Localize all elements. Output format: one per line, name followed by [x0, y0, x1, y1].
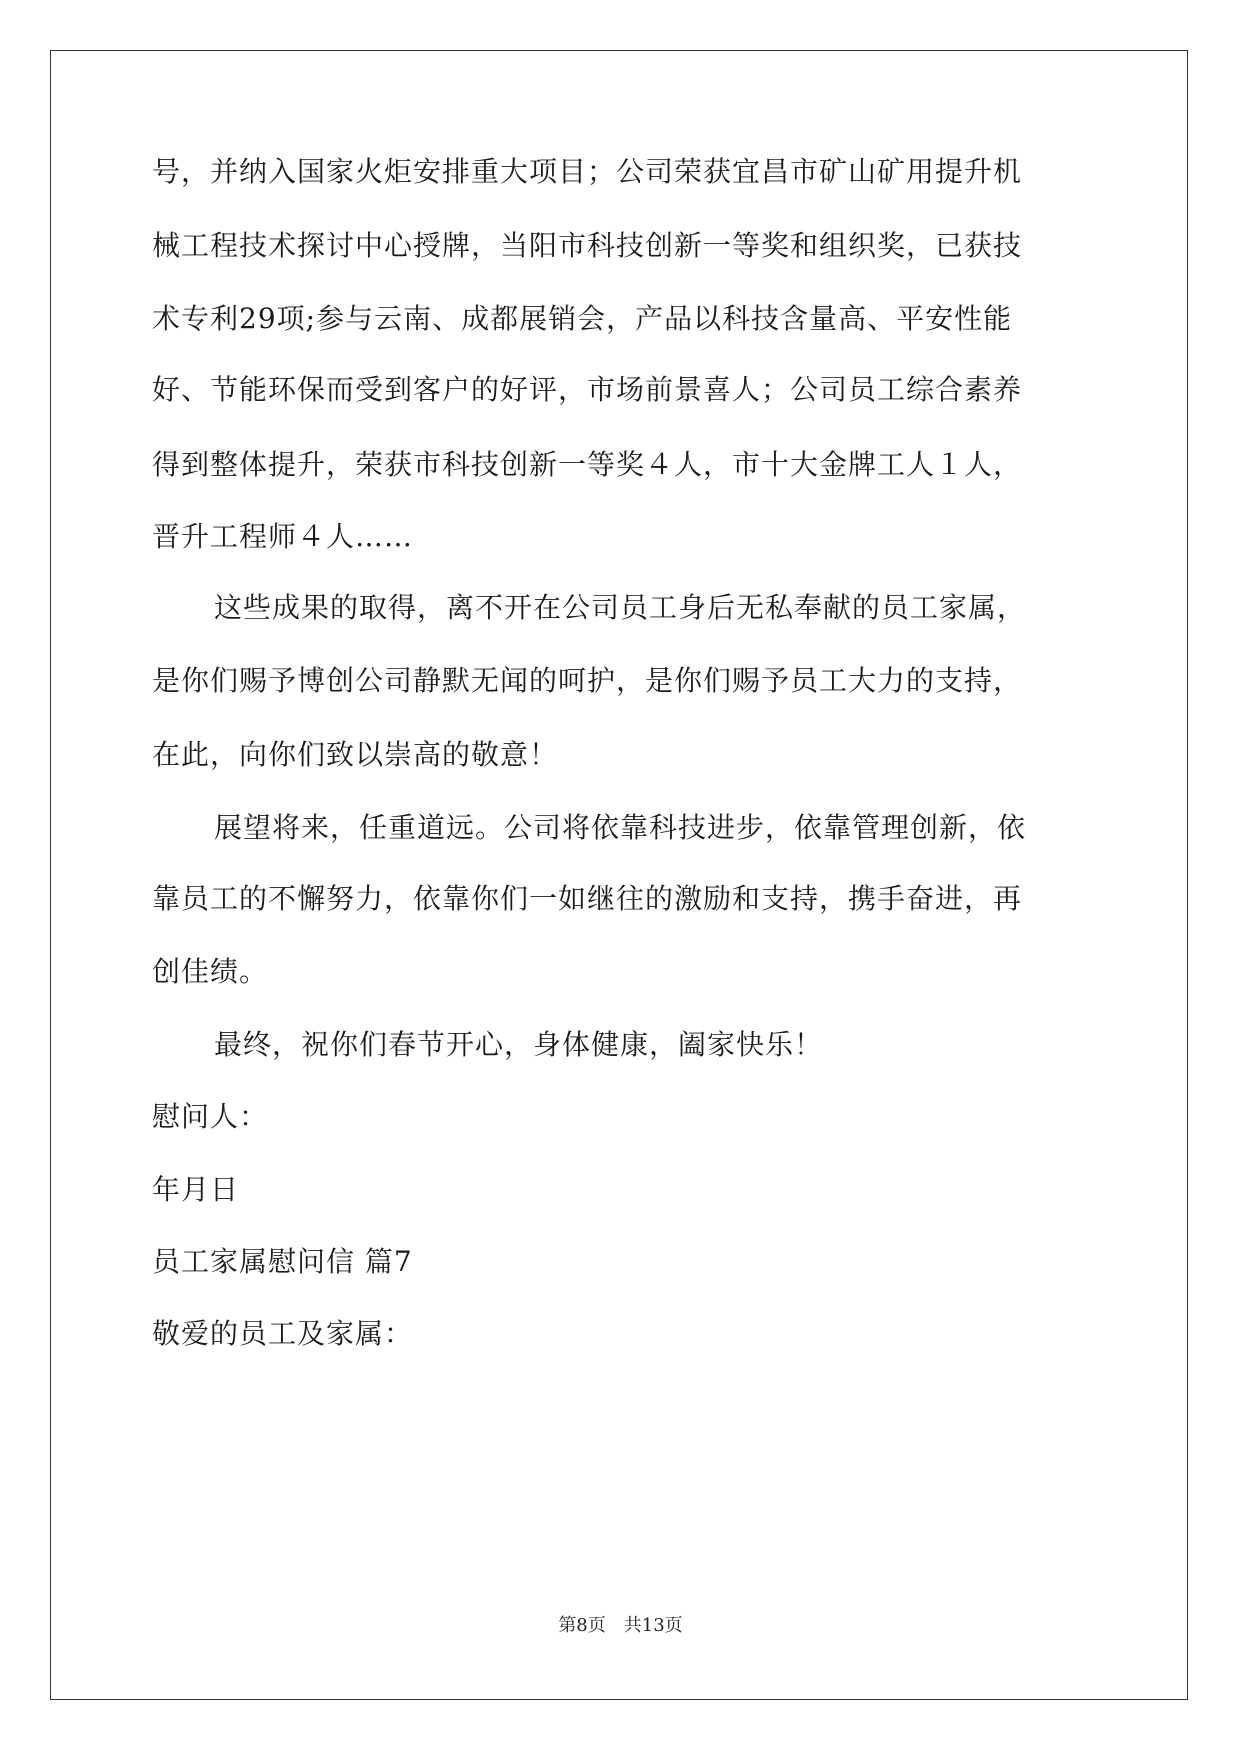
paragraph-line: 号，并纳入国家火炬安排重大项目；公司荣获宜昌市矿山矿用提升机 — [152, 155, 1023, 188]
paragraph-line: 是你们赐予博创公司静默无闻的呵护，是你们赐予员工大力的支持， — [152, 664, 1023, 697]
paragraph-line: 术专利29项;参与云南、成都展销会，产品以科技含量高、平安性能 — [152, 302, 1013, 335]
paragraph-line: 好、节能环保而受到客户的好评，市场前景喜人；公司员工综合素养 — [152, 373, 1023, 406]
paragraph-line: 这些成果的取得，离不开在公司员工身后无私奉献的员工家属， — [214, 591, 1027, 624]
page-border — [50, 50, 1188, 1700]
closing-line: 最终，祝你们春节开心，身体健康，阖家快乐！ — [214, 1028, 824, 1061]
paragraph-line: 晋升工程师４人…… — [152, 520, 414, 553]
paragraph-line: 靠员工的不懈努力，依靠你们一如继往的激励和支持，携手奋进，再 — [152, 882, 1023, 915]
paragraph-line: 在此，向你们致以崇高的敬意！ — [152, 738, 559, 771]
page-number: 第8页 — [558, 1615, 606, 1636]
page-footer — [0, 1614, 1241, 1638]
salutation: 敬爱的员工及家属： — [152, 1317, 414, 1350]
date-label: 年月日 — [152, 1173, 240, 1206]
signer-label: 慰问人： — [152, 1100, 269, 1133]
paragraph-line: 械工程技术探讨中心授牌，当阳市科技创新一等奖和组织奖，已获技 — [152, 229, 1023, 262]
section-title: 员工家属慰问信 篇7 — [152, 1245, 413, 1278]
paragraph-line: 展望将来，任重道远。公司将依靠科技进步，依靠管理创新，依 — [214, 811, 1027, 844]
paragraph-line: 创佳绩。 — [152, 955, 269, 988]
page-total: 共13页 — [623, 1615, 683, 1636]
paragraph-line: 得到整体提升，荣获市科技创新一等奖４人，市十大金牌工人１人， — [152, 448, 1023, 481]
